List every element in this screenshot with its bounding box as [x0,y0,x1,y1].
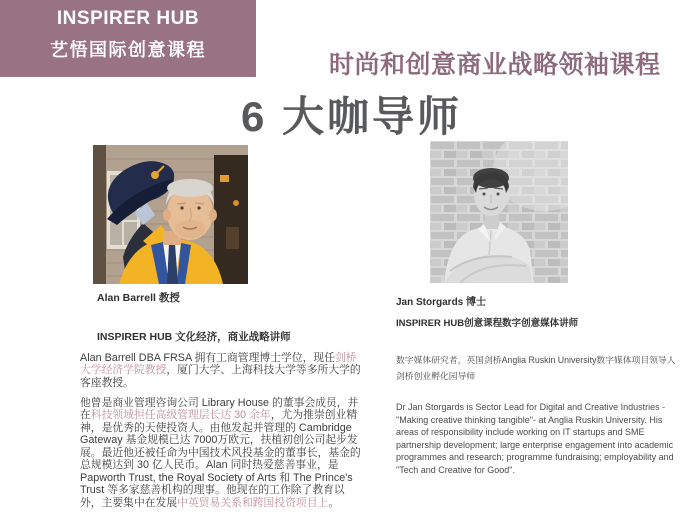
jan-storgards-photo [430,141,568,283]
alan-bio-paragraph-2 [80,397,363,509]
body-text-span: 。 [328,496,340,509]
accent-text-span: 剑桥大学经济学院教授 [80,352,357,377]
jan-intro-lines [396,353,676,384]
jan-intro-line-2: 剑桥创业孵化园导师 [396,370,476,381]
alan-bio-paragraph-1 [80,352,363,389]
alan-barrell-photo-illustration [93,145,248,284]
body-text-span: Alan Barrell DBA FRSA 拥有工商管理博士学位，现任 [80,352,335,364]
mentor-role-alan: INSPIRER HUB 文化经济，商业战略讲师 [97,331,291,343]
mentor-name-jan: Jan Storgards 博士 [396,297,487,308]
brand-subtitle: 艺悟国际创意课程 [50,40,206,60]
accent-text-span: 科技领域担任高级管理层长达 30 余年 [90,409,271,422]
mentor-role-jan: INSPIRER HUB创意课程数字创意媒体讲师 [396,318,579,329]
brand-box [0,0,256,77]
jan-intro-line-1: 数字媒体研究者，英国剑桥Anglia Ruskin University数字媒体项目领导人 [396,355,676,365]
body-text-span: ，厦门大学、上海科技大学等多所大学的客座教授。 [80,364,361,389]
mentor-name-alan: Alan Barrell 教授 [97,292,180,304]
page-title: 6 大咖导师 [241,93,463,140]
jan-storgards-photo-illustration [430,141,568,283]
accent-text-span: 中英贸易关系和跨国投资项目上 [177,496,329,509]
alan-barrell-photo [93,145,248,284]
body-text-span: ，尤为推崇创业精神，是优秀的天使投资人。由他发起并管理的 Cambridge Gateway 基金规模已达 7000万欧元，扶植初创公司起步发展。最近他还被任命为中国技术风投基金的董事长，基金的总规模达到 30 亿人民币。Alan 同时热爱慈善事业，是 Papworth Trust, the Royal Society of Arts 和 The Prince's Trust 等多家慈善机构的理事。他现在的工作除了教育以外，主要集中在发展 [80,409,361,509]
brand-title: INSPIRER HUB [56,8,200,29]
course-title: 时尚和创意商业战略领袖课程 [329,51,661,79]
body-text-span: 他曾是商业管理咨询公司 Library House 的董事会成员，并在 [80,397,359,422]
jan-bio-english: Dr Jan Storgards is Sector Lead for Digital and Creative Industries - "Making creative thinking tangible"- at Anglia Ruskin University. His areas of responsibility include working on IT startups and SME partnership development; large enterprise engagement into academic programmes and research; programme fundraising; employability and "Tech and Creative for Good". [396,402,674,475]
